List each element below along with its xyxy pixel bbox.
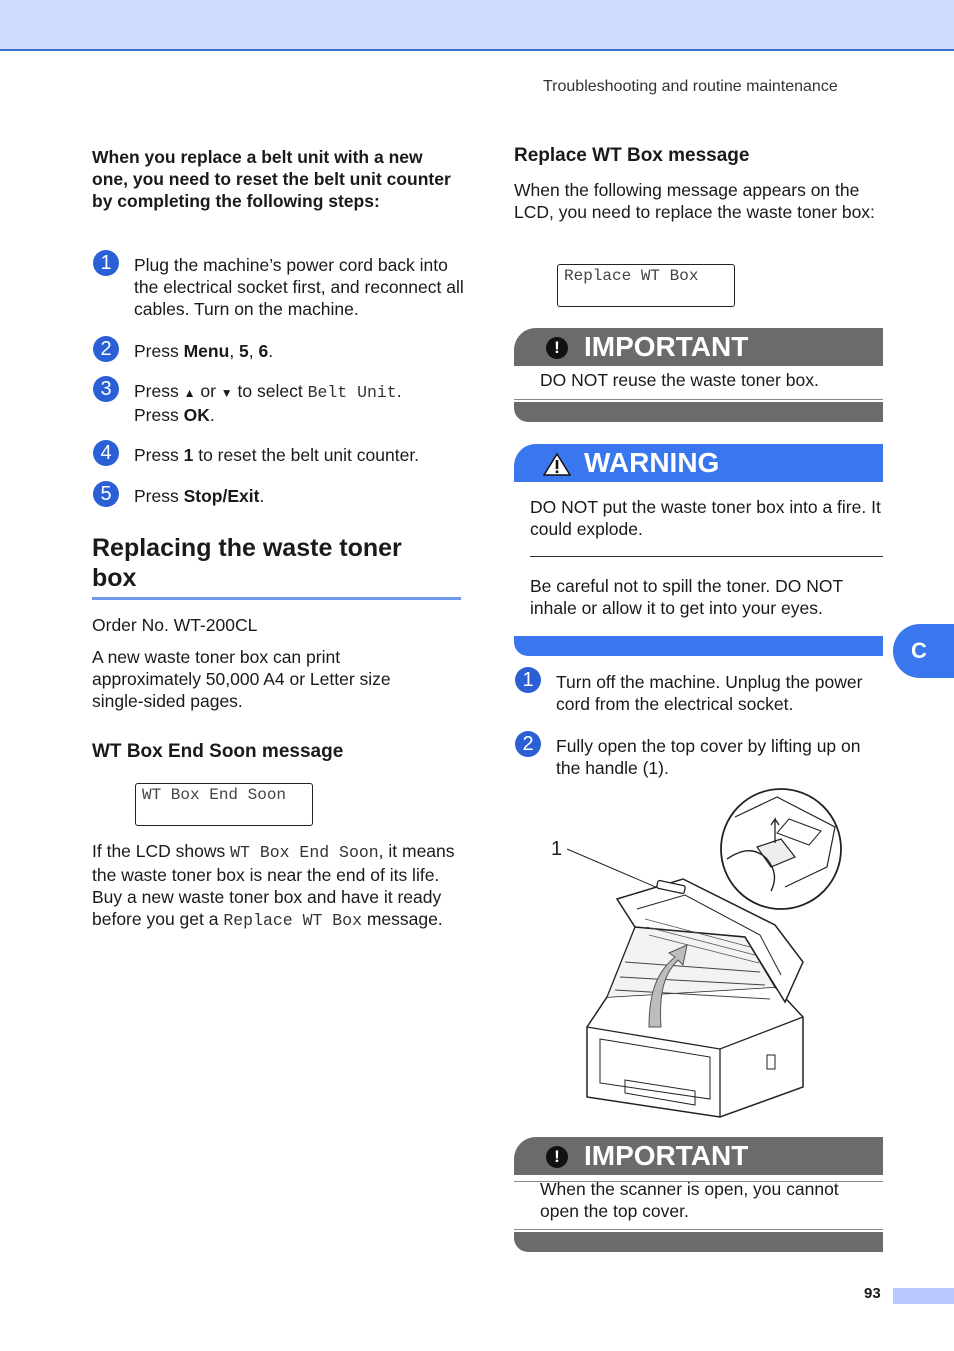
section-title: Replacing the waste toner box	[92, 534, 402, 592]
top-band	[0, 0, 954, 51]
key-stop-exit: Stop/Exit	[183, 486, 260, 506]
important-callout-header: ! IMPORTANT	[514, 1137, 883, 1175]
important-callout-header: ! IMPORTANT	[514, 328, 883, 366]
key-ok: OK	[183, 405, 210, 425]
step-text: Press ▲ or ▼ to select Belt Unit. Press OK.	[134, 381, 402, 425]
step-text: Press Stop/Exit.	[134, 486, 265, 506]
chapter-tab: C	[893, 624, 954, 678]
important-callout-footer	[514, 402, 883, 422]
step-text: Press Menu, 5, 6.	[134, 341, 274, 361]
down-arrow-icon: ▼	[220, 386, 233, 400]
divider	[514, 399, 883, 400]
printer-top-cover-illustration	[545, 787, 845, 1122]
step-badge: 1	[93, 250, 119, 276]
step-badge: 2	[515, 731, 541, 757]
important-text: When the scanner is open, you cannot open the top cover.	[540, 1179, 839, 1221]
section-rule	[92, 597, 461, 600]
step-text: Plug the machine’s power cord back into the electrical socket first, and reconnect all cables. Turn on the machine.	[134, 255, 464, 319]
warning-text-1: DO NOT put the waste toner box into a fire. It could explode.	[530, 497, 881, 539]
lcd-display: WT Box End Soon	[135, 783, 313, 826]
step-badge: 4	[93, 440, 119, 466]
important-text: DO NOT reuse the waste toner box.	[540, 370, 819, 390]
subsection-title: Replace WT Box message	[514, 145, 750, 166]
key-5: 5	[239, 341, 249, 361]
exclamation-icon: !	[546, 337, 568, 359]
step-text: Turn off the machine. Unplug the power cord from the electrical socket.	[556, 672, 863, 714]
exclamation-icon: !	[546, 1146, 568, 1168]
important-callout-footer	[514, 1232, 883, 1252]
step-text: Press 1 to reset the belt unit counter.	[134, 445, 420, 465]
page-number: 93	[864, 1285, 881, 1302]
step-badge: 2	[93, 336, 119, 362]
lcd-display: Replace WT Box	[557, 264, 735, 307]
subsection-title: WT Box End Soon message	[92, 741, 344, 762]
replace-explanation: When the following message appears on the LCD, you need to replace the waste toner box:	[514, 180, 875, 222]
end-soon-explanation: If the LCD shows WT Box End Soon, it means the waste toner box is near the end of its life. Buy a new waste toner box and have it ready before you get a Replace WT Box message.	[92, 841, 455, 930]
figure-callout-number: 1	[551, 838, 563, 860]
key-6: 6	[258, 341, 269, 361]
order-number: Order No. WT-200CL	[92, 615, 258, 635]
running-header: Troubleshooting and routine maintenance	[543, 78, 838, 95]
belt-reset-intro: When you replace a belt unit with a new one, you need to reset the belt unit counter by completing the following steps:	[92, 147, 451, 211]
step-badge: 1	[515, 667, 541, 693]
warning-text-2: Be careful not to spill the toner. DO NOT inhale or allow it to get into your eyes.	[530, 576, 843, 618]
key-1: 1	[183, 445, 194, 465]
step-text: Fully open the top cover by lifting up on the handle (1).	[556, 736, 861, 778]
divider	[530, 556, 883, 557]
capacity-text: A new waste toner box can print approximately 50,000 A4 or Letter size single-sided pages.	[92, 647, 391, 711]
warning-callout-footer	[514, 636, 883, 656]
page-number-bar	[893, 1288, 954, 1304]
key-menu: Menu	[183, 341, 230, 361]
step-badge: 5	[93, 481, 119, 507]
warning-triangle-icon	[543, 452, 571, 476]
step-badge: 3	[93, 376, 119, 402]
up-arrow-icon: ▲	[183, 386, 196, 400]
divider	[514, 1229, 883, 1230]
lcd-inline-text: Belt Unit	[307, 383, 397, 402]
warning-callout-header: WARNING	[514, 444, 883, 482]
